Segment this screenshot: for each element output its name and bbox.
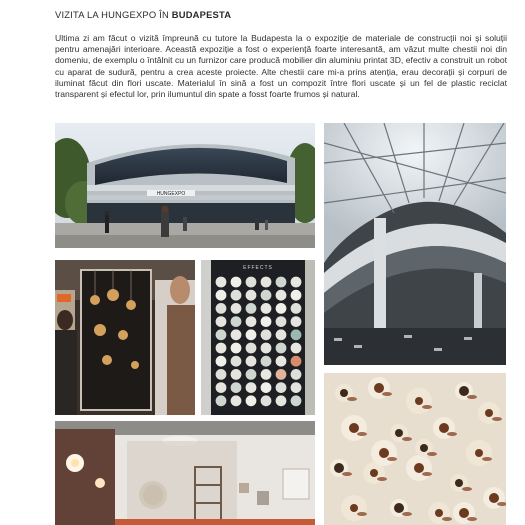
page-title (55, 9, 231, 20)
photo-booth-interior (55, 421, 315, 525)
photo-expo-building (55, 123, 315, 248)
photo-effects-board (201, 260, 315, 415)
title-prefix: VIZITA LA HUNGEXPO ÎN (55, 9, 172, 20)
title-city: BUDAPESTA (171, 9, 232, 20)
photo-shop-display (55, 260, 195, 415)
article-paragraph: Ultima zi am făcut o vizită împreună cu tutore la Budapesta la o expoziție de materiale de construcții noi și soluții pentru amenajări interioare. Această expoziție a fost o experiență foarte interesantă, am văzut multe chestii noi din domeniu, de exemplu o întâlnit cu un furnizor care producă mobilier din aluminiu printat 3D, efectiv a construit un robot cu aparat de sudură, pentru a crea aceste proiecte. Alte chestii care mi-a prins atenția, erau decorații și corpuri de iluminat făcut din flori uscate. Materialul în sină a fost un compozit între flori uscate și un fel de plastic reciclat transparent și efectul lor, prin ilumuntul din spate a fosst foarte frumos și natural. (55, 33, 507, 100)
board-label: EFFECTS (243, 265, 273, 271)
building-sign: HUNGEXPO (156, 191, 186, 197)
photo-dried-flowers (324, 373, 506, 525)
photo-atrium (324, 123, 506, 365)
